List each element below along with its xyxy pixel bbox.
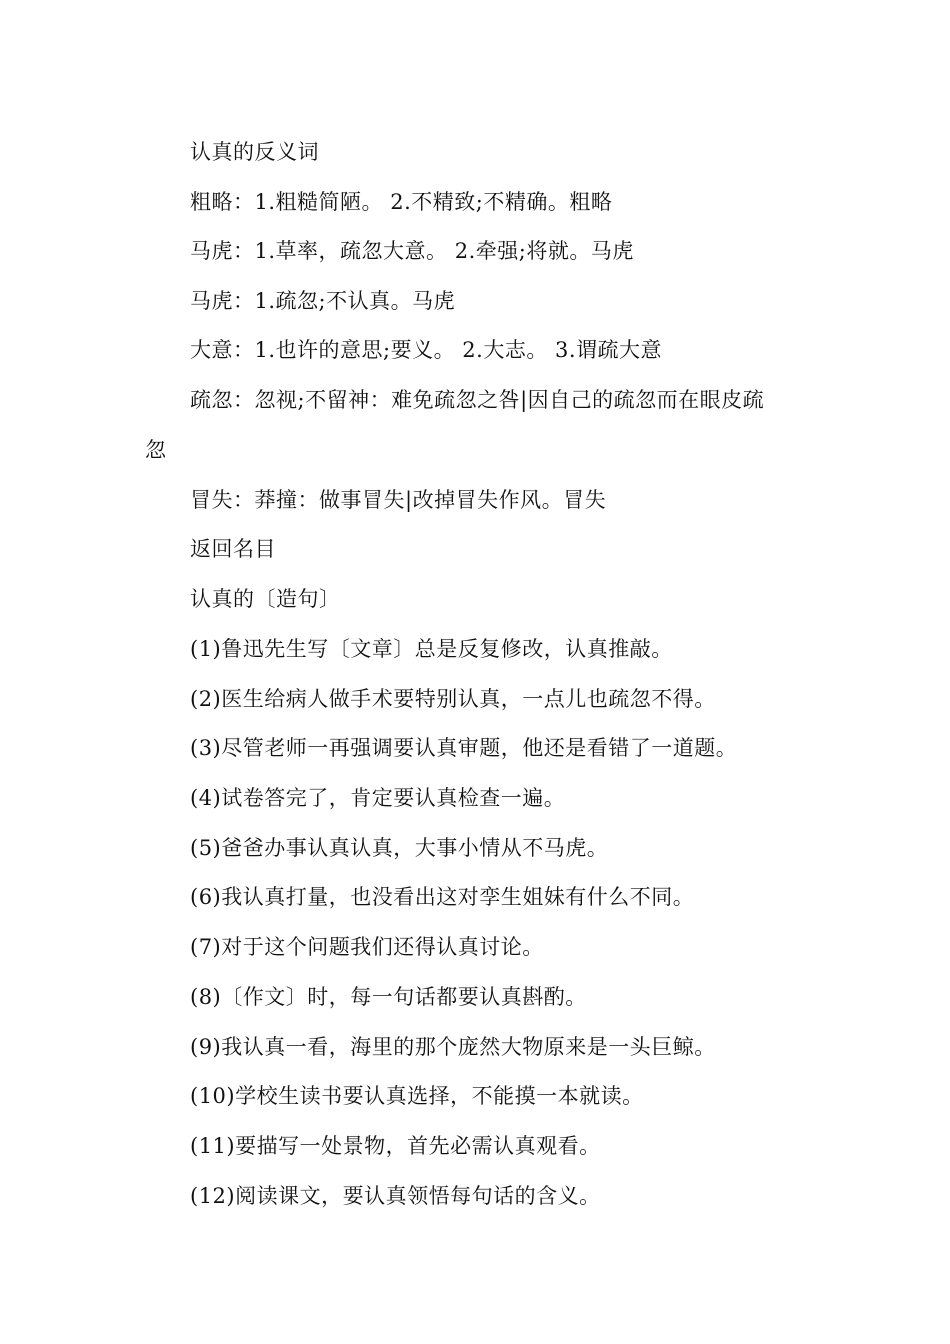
sentence-item: (3)尽管老师一再强调要认真审题，他还是看错了一道题。	[190, 736, 738, 760]
sentence-item: (5)爸爸办事认真认真，大事小情从不马虎。	[190, 836, 609, 860]
sentence-item: (2)医生给病人做手术要特别认真，一点儿也疏忽不得。	[190, 687, 716, 711]
antonym-entry: 疏忽：忽视;不留神：难免疏忽之咎|因自己的疏忽而在眼皮疏	[190, 388, 765, 412]
sentence-item: (12)阅读课文，要认真领悟每句话的含义。	[190, 1184, 601, 1208]
heading-sentences: 认真的〔造句〕	[190, 587, 341, 611]
heading-antonyms: 认真的反义词	[190, 140, 319, 164]
antonym-entry: 粗略：1.粗糙简陋。 2.不精致;不精确。粗略	[190, 190, 613, 214]
sentence-item: (10)学校生读书要认真选择，不能摸一本就读。	[190, 1084, 644, 1108]
antonym-entry: 大意：1.也许的意思;要义。 2.大志。 3.谓疏大意	[190, 338, 663, 362]
antonym-entry: 马虎：1.草率，疏忽大意。 2.牵强;将就。马虎	[190, 239, 634, 263]
sentence-item: (11)要描写一处景物，首先必需认真观看。	[190, 1134, 601, 1158]
sentence-item: (8)〔作文〕时，每一句话都要认真斟酌。	[190, 985, 587, 1009]
sentence-item: (9)我认真一看，海里的那个庞然大物原来是一头巨鲸。	[190, 1035, 716, 1059]
sentence-item: (4)试卷答完了，肯定要认真检查一遍。	[190, 786, 566, 810]
antonym-entry-continuation: 忽	[145, 438, 166, 462]
antonym-entry: 马虎：1.疏忽;不认真。马虎	[190, 289, 456, 313]
sentence-item: (6)我认真打量，也没看出这对孪生姐妹有什么不同。	[190, 885, 695, 909]
back-to-contents-link[interactable]: 返回名目	[190, 537, 276, 561]
sentence-item: (1)鲁迅先生写〔文章〕总是反复修改，认真推敲。	[190, 637, 673, 661]
antonym-entry: 冒失：莽撞：做事冒失|改掉冒失作风。冒失	[190, 488, 607, 512]
sentence-item: (7)对于这个问题我们还得认真讨论。	[190, 935, 544, 959]
